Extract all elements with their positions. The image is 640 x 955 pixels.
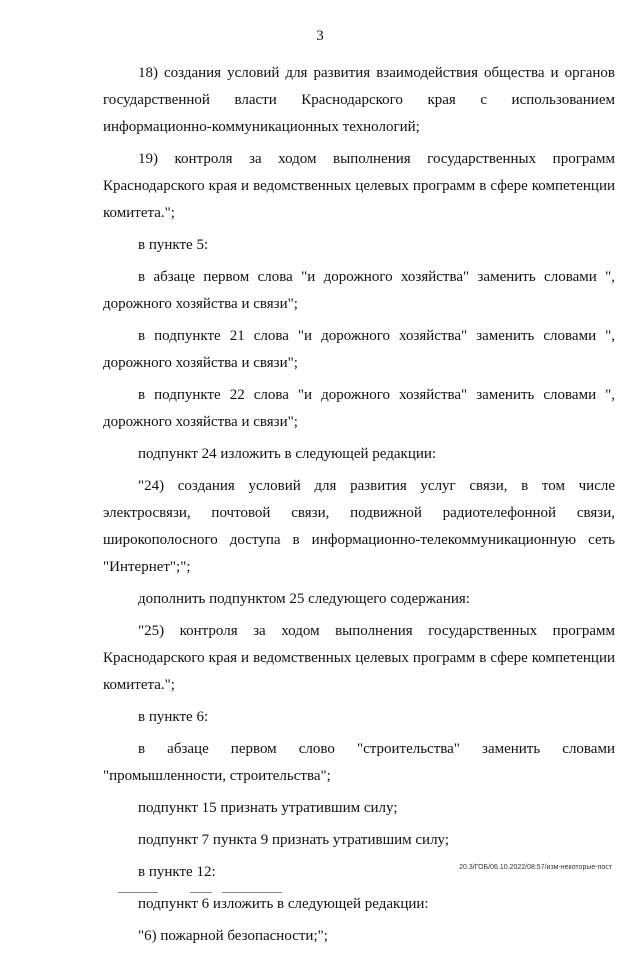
paragraph: подпункт 24 изложить в следующей редакции: — [138, 446, 437, 462]
paragraph: в пункте 12: — [138, 864, 216, 880]
page-number: 3 — [316, 28, 324, 44]
paragraph: подпункт 7 пункта 9 признать утратившим силу; — [138, 832, 450, 848]
scan-artifact-line — [190, 892, 212, 893]
paragraph: подпункт 6 изложить в следующей редакции: — [138, 896, 429, 912]
paragraph: 19) контроля за ходом выполнения государственных программ Краснодарского края и ведомственных целевых программ в сфере компетенции комитета."; — [103, 151, 615, 221]
paragraph: "25) контроля за ходом выполнения государственных программ Краснодарского края и ведомственных целевых программ в сфере компетенции комитета."; — [103, 623, 615, 693]
document-footer-code: 20.3/ГОБ/06.10.2022/08:57/изм-некоторые-пост — [459, 864, 612, 871]
paragraph: дополнить подпунктом 25 следующего содержания: — [138, 591, 470, 607]
paragraph: подпункт 15 признать утратившим силу; — [138, 800, 398, 816]
paragraph: 18) создания условий для развития взаимодействия общества и органов государственной власти Краснодарского края с использованием информационно-коммуникационных технологий; — [103, 65, 615, 135]
paragraph: "6) пожарной безопасности;"; — [138, 928, 328, 944]
scan-artifact-line — [222, 892, 282, 893]
paragraph: в пункте 6: — [138, 709, 209, 725]
scan-artifact-line — [118, 892, 158, 893]
paragraph: в пункте 5: — [138, 237, 209, 253]
paragraph: "24) создания условий для развития услуг связи, в том числе электросвязи, почтовой связи, подвижной радиотелефонной связи, широкополосного доступа в информационно-телекоммуникационную сеть "Интернет";"; — [103, 478, 615, 575]
paragraph: в подпункте 21 слова "и дорожного хозяйства" заменить словами ", дорожного хозяйства и связи"; — [103, 328, 615, 371]
paragraph: в абзаце первом слово "строительства" заменить словами "промышленности, строительства"; — [103, 741, 615, 784]
paragraph: в подпункте 22 слова "и дорожного хозяйства" заменить словами ", дорожного хозяйства и связи"; — [103, 387, 615, 430]
paragraph: в абзаце первом слова "и дорожного хозяйства" заменить словами ", дорожного хозяйства и связи"; — [103, 269, 615, 312]
document-body — [103, 60, 615, 955]
